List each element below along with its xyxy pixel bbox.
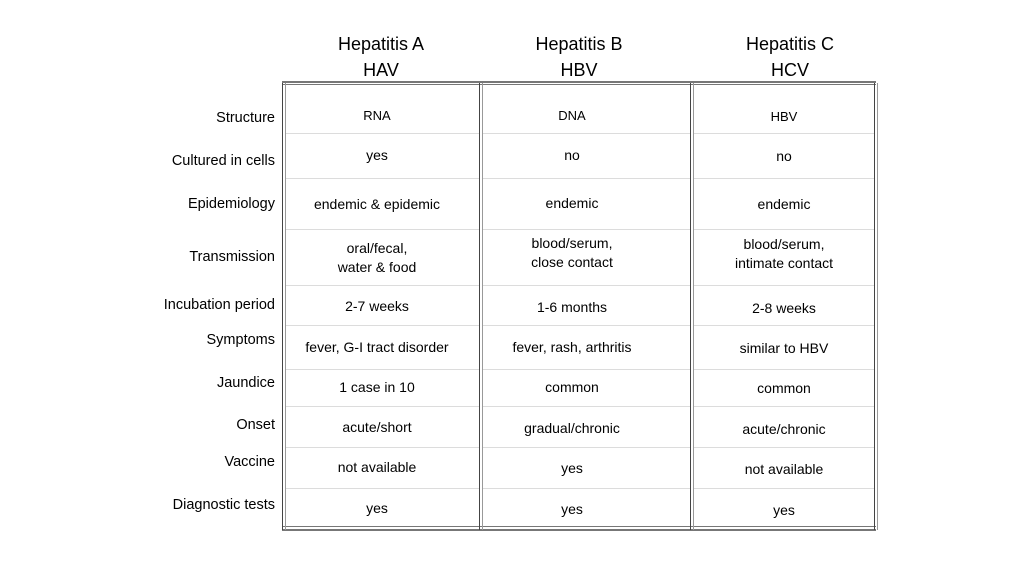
table-cell: not available	[744, 461, 824, 477]
table-cell	[282, 239, 472, 277]
row-separator	[694, 488, 874, 489]
row-label-vaccine: Vaccine	[224, 454, 275, 470]
table-cell: not available	[337, 459, 417, 475]
table-cell: endemic	[757, 196, 811, 212]
table-cell: acute/chronic	[742, 421, 826, 437]
table-top-border	[282, 81, 876, 83]
row-separator	[286, 447, 479, 448]
column-header-abbr: HCV	[770, 60, 809, 80]
cell-line: close contact	[531, 254, 613, 270]
row-separator	[286, 325, 479, 326]
cell-line: blood/serum,	[743, 236, 825, 252]
table-cell: no	[564, 147, 580, 163]
row-separator	[483, 406, 690, 407]
table-cell: fever, rash, arthritis	[512, 339, 632, 355]
cell-line: blood/serum,	[531, 235, 613, 251]
row-separator	[694, 285, 874, 286]
table-cell: 1 case in 10	[339, 379, 415, 395]
row-label-epidemiology: Epidemiology	[187, 196, 275, 212]
row-label-transmission: Transmission	[189, 249, 275, 265]
table-cell: RNA	[363, 108, 391, 123]
row-label-jaundice: Jaundice	[216, 375, 275, 391]
cell-line: water & food	[337, 259, 417, 275]
column-header-hbv	[489, 31, 669, 83]
row-separator	[694, 325, 874, 326]
row-separator	[694, 229, 874, 230]
row-label-diagnostic-tests: Diagnostic tests	[172, 497, 275, 513]
table-cell: yes	[366, 500, 388, 516]
table-cell: fever, G-I tract disorder	[305, 339, 449, 355]
table-cell	[689, 235, 879, 273]
table-cell: endemic & epidemic	[313, 196, 441, 212]
table-cell: no	[776, 148, 792, 164]
cell-line: oral/fecal,	[346, 240, 408, 256]
row-label-symptoms: Symptoms	[206, 332, 275, 348]
column-header-abbr: HAV	[363, 60, 399, 80]
table-cell: 2-7 weeks	[345, 298, 409, 314]
table-cell: gradual/chronic	[524, 420, 620, 436]
row-separator	[286, 133, 479, 134]
row-separator	[286, 178, 479, 179]
row-separator	[483, 369, 690, 370]
table-bottom-border	[282, 529, 876, 531]
row-label-incubation-period: Incubation period	[163, 297, 275, 313]
table-cell	[477, 234, 667, 272]
column-header-name: Hepatitis B	[535, 34, 623, 54]
row-separator	[483, 488, 690, 489]
table-cell: endemic	[545, 195, 599, 211]
table-cell: common	[757, 380, 811, 396]
row-separator	[694, 369, 874, 370]
row-label-onset: Onset	[236, 417, 275, 433]
column-header-hcv	[700, 31, 880, 83]
column-header-abbr: HBV	[560, 60, 598, 80]
table-cell: similar to HBV	[739, 340, 829, 356]
table-cell: yes	[561, 460, 583, 476]
row-separator	[286, 406, 479, 407]
row-separator	[694, 133, 874, 134]
row-separator	[483, 447, 690, 448]
table-cell: HBV	[770, 109, 798, 124]
cell-line: intimate contact	[734, 255, 834, 271]
table-cell: yes	[366, 147, 388, 163]
row-separator	[286, 285, 479, 286]
row-separator	[286, 488, 479, 489]
row-separator	[483, 133, 690, 134]
row-separator	[694, 447, 874, 448]
table-cell: yes	[561, 501, 583, 517]
table-bottom-border-inner	[282, 526, 876, 527]
table-cell: acute/short	[342, 419, 412, 435]
row-separator	[694, 406, 874, 407]
column-header-name: Hepatitis A	[337, 34, 425, 54]
table-cell: 1-6 months	[536, 299, 608, 315]
row-separator	[483, 178, 690, 179]
row-label-structure: Structure	[216, 110, 275, 126]
table-cell: 2-8 weeks	[752, 300, 816, 316]
row-separator	[483, 229, 690, 230]
column-header-hav	[291, 31, 471, 83]
row-separator	[483, 325, 690, 326]
row-separator	[694, 178, 874, 179]
column-header-name: Hepatitis C	[745, 34, 835, 54]
table-cell: yes	[773, 502, 795, 518]
row-separator	[483, 285, 690, 286]
table-cell: DNA	[558, 108, 586, 123]
table-cell: common	[545, 379, 599, 395]
row-separator	[286, 369, 479, 370]
row-label-cultured-in-cells: Cultured in cells	[171, 153, 275, 169]
row-separator	[286, 229, 479, 230]
table-top-border-inner	[282, 84, 876, 85]
